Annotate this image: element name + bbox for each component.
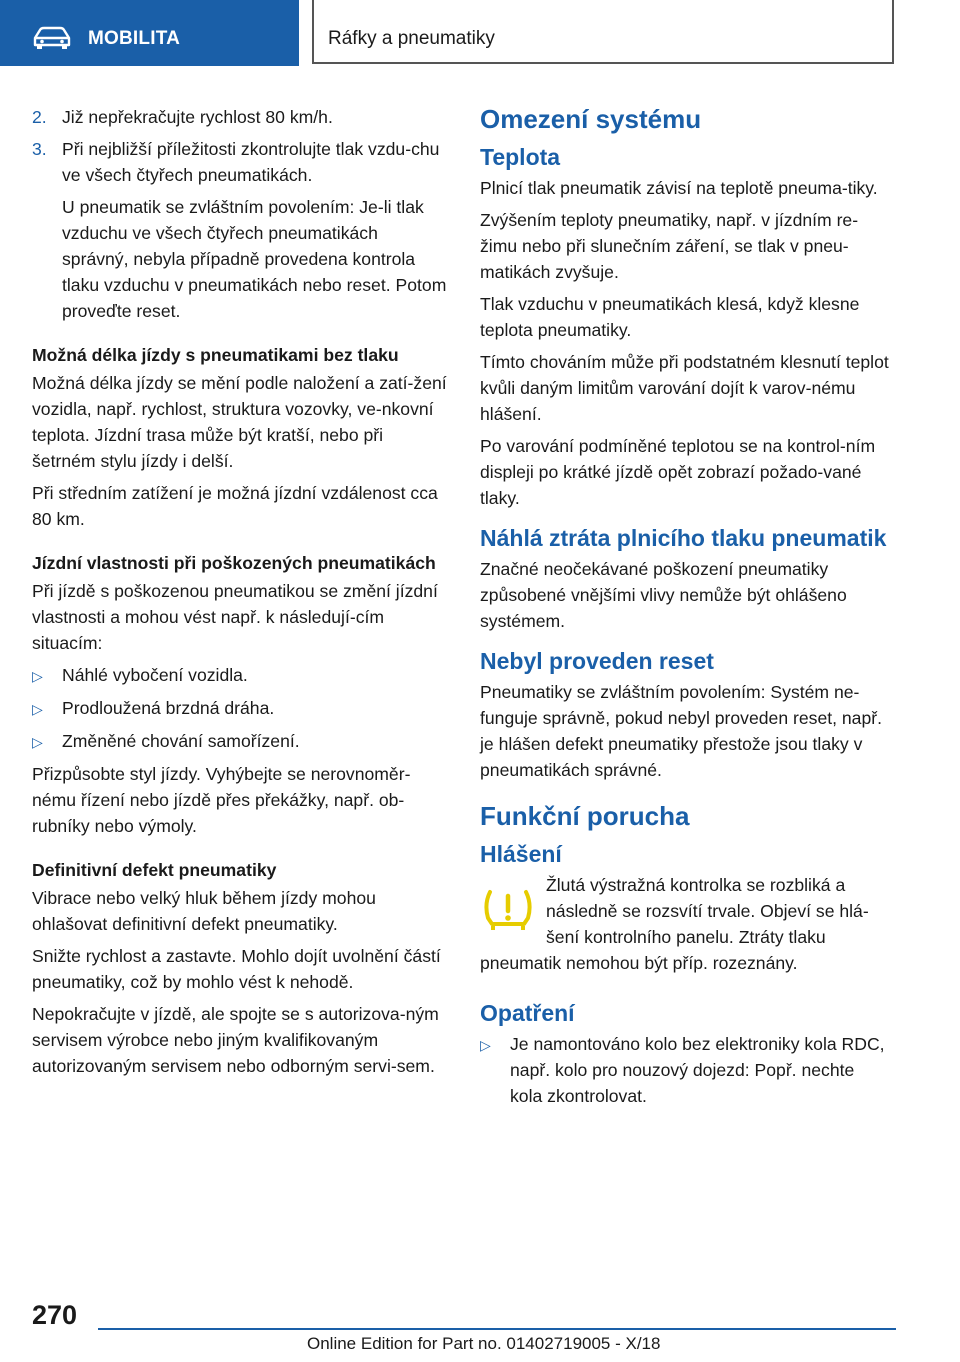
paragraph: Při jízdě s poškozenou pneumatikou se změní jízdní vlastnosti a mohou vést např. k následují‐cím situacím: [32, 581, 438, 653]
paragraph: pneumatik nemohou být příp. rozeznány. [480, 953, 798, 973]
driving-heading: Jízdní vlastnosti při poškozených pneumatikách [32, 553, 436, 573]
item-number: 2. [32, 107, 47, 127]
item-note: U pneumatik se zvláštním povolením: Je-li tlak vzduchu ve všech čtyřech pneumatikách správný, nebyla případně provedena kontrola tlaku vzduchu v pneumatikách nebo reset. Potom proveďte reset. [62, 197, 447, 321]
paragraph: Značné neočekávané poškození pneumatiky způsobené vnějšími vlivy nemůže být ohlášeno systémem. [480, 559, 847, 631]
bullet-item [32, 695, 448, 722]
message-heading: Hlášení [480, 841, 562, 867]
sudden-loss-heading: Náhlá ztráta plnicího tlaku pneumatik [480, 525, 887, 551]
chapter-box [312, 0, 894, 64]
right-column [480, 104, 890, 1115]
paragraph: Možná délka jízdy se mění podle naložení a zatí‐žení vozidla, např. rychlost, struktura vozovky, ve‐nkovní teplota. Jízdní trasa může být kratší, nebo při šetrném stylu jízdy i delší. [32, 373, 447, 471]
bullet-item [32, 728, 448, 755]
item-text: Již nepřekračujte rychlost 80 km/h. [62, 107, 333, 127]
paragraph: Snižte rychlost a zastavte. Mohlo dojít uvolnění částí pneumatiky, což by mohlo vést k nehodě. [32, 946, 441, 992]
item-number: 3. [32, 139, 47, 159]
tire-pressure-warning-icon [482, 886, 534, 930]
range-heading: Možná délka jízdy s pneumatikami bez tlaku [32, 345, 399, 365]
page-header [0, 0, 960, 66]
triangle-bullet-icon: ▷ [480, 1037, 491, 1053]
defect-heading: Definitivní defekt pneumatiky [32, 860, 277, 880]
bullet-item [32, 662, 448, 689]
footer-divider [98, 1328, 896, 1330]
paragraph: Vibrace nebo velký hluk během jízdy mohou ohlašovat definitivní defekt pneumatiky. [32, 888, 376, 934]
bullet-text: Je namontováno kolo bez elektroniky kola RDC, např. kolo pro nouzový dojezd: Popř. nechte kola zkontrolovat. [510, 1034, 885, 1106]
car-icon [32, 26, 72, 50]
malfunction-heading: Funkční porucha [480, 801, 690, 831]
paragraph: Přizpůsobte styl jízdy. Vyhýbejte se nerovnoměr‐nému řízení nebo jízdě přes překážky, např. ob‐rubníky nebo výmoly. [32, 764, 411, 836]
paragraph: Tlak vzduchu v pneumatikách klesá, když klesne teplota pneumatiky. [480, 294, 860, 340]
edition-note: Online Edition for Part no. 01402719005 - X/18 [307, 1334, 661, 1353]
bullet-text: Prodloužená brzdná dráha. [62, 698, 275, 718]
section-tab [0, 0, 299, 66]
limits-heading: Omezení systému [480, 104, 702, 134]
bullet-item [480, 1031, 890, 1109]
paragraph: Pneumatiky se zvláštním povolením: Systém ne‐funguje správně, pokud nebyl proveden reset, např. je hlášen defekt pneumatiky přestože jsou tlaky v pneumatikách správné. [480, 682, 882, 780]
warning-text: Žlutá výstražná kontrolka se rozbliká a následně se rozsvítí trvale. Objeví se hlá‐šení kontrolního panelu. Ztráty tlaku [546, 875, 869, 947]
chapter-label: Ráfky a pneumatiky [328, 28, 495, 49]
paragraph: Nepokračujte v jízdě, ale spojte se s autorizova‐ným servisem výrobce nebo jiným kvalifikovaným autorizovaným servisem nebo odborným servi‐sem. [32, 1004, 439, 1076]
measure-heading: Opatření [480, 1000, 575, 1026]
paragraph: Plnicí tlak pneumatik závisí na teplotě pneuma‐tiky. [480, 178, 878, 198]
paragraph: Tímto chováním může při podstatném klesnutí teplot kvůli daným limitům varování dojít k varov‐nému hlášení. [480, 352, 889, 424]
list-item [32, 136, 448, 188]
triangle-bullet-icon: ▷ [32, 668, 43, 684]
no-reset-heading: Nebyl proveden reset [480, 648, 714, 674]
bullet-text: Změněné chování samořízení. [62, 731, 300, 751]
section-label: MOBILITA [88, 28, 181, 49]
warning-block [480, 872, 890, 950]
triangle-bullet-icon: ▷ [32, 701, 43, 717]
bullet-text: Náhlé vybočení vozidla. [62, 665, 248, 685]
triangle-bullet-icon: ▷ [32, 734, 43, 750]
paragraph: Zvýšením teploty pneumatiky, např. v jízdním re‐žimu nebo při slunečním záření, se tlak v pneu‐matikách zvyšuje. [480, 210, 859, 282]
paragraph: Při středním zatížení je možná jízdní vzdálenost cca 80 km. [32, 483, 438, 529]
item-text: Při nejbližší příležitosti zkontrolujte tlak vzdu‐chu ve všech čtyřech pneumatikách. [62, 139, 440, 185]
list-item [32, 104, 448, 130]
left-column [32, 104, 448, 1085]
paragraph: Po varování podmíněné teplotou se na kontrol‐ním displeji po krátké jízdě opět zobrazí požado‐vané tlaky. [480, 436, 876, 508]
page-number: 270 [32, 1300, 78, 1330]
temperature-heading: Teplota [480, 144, 561, 170]
